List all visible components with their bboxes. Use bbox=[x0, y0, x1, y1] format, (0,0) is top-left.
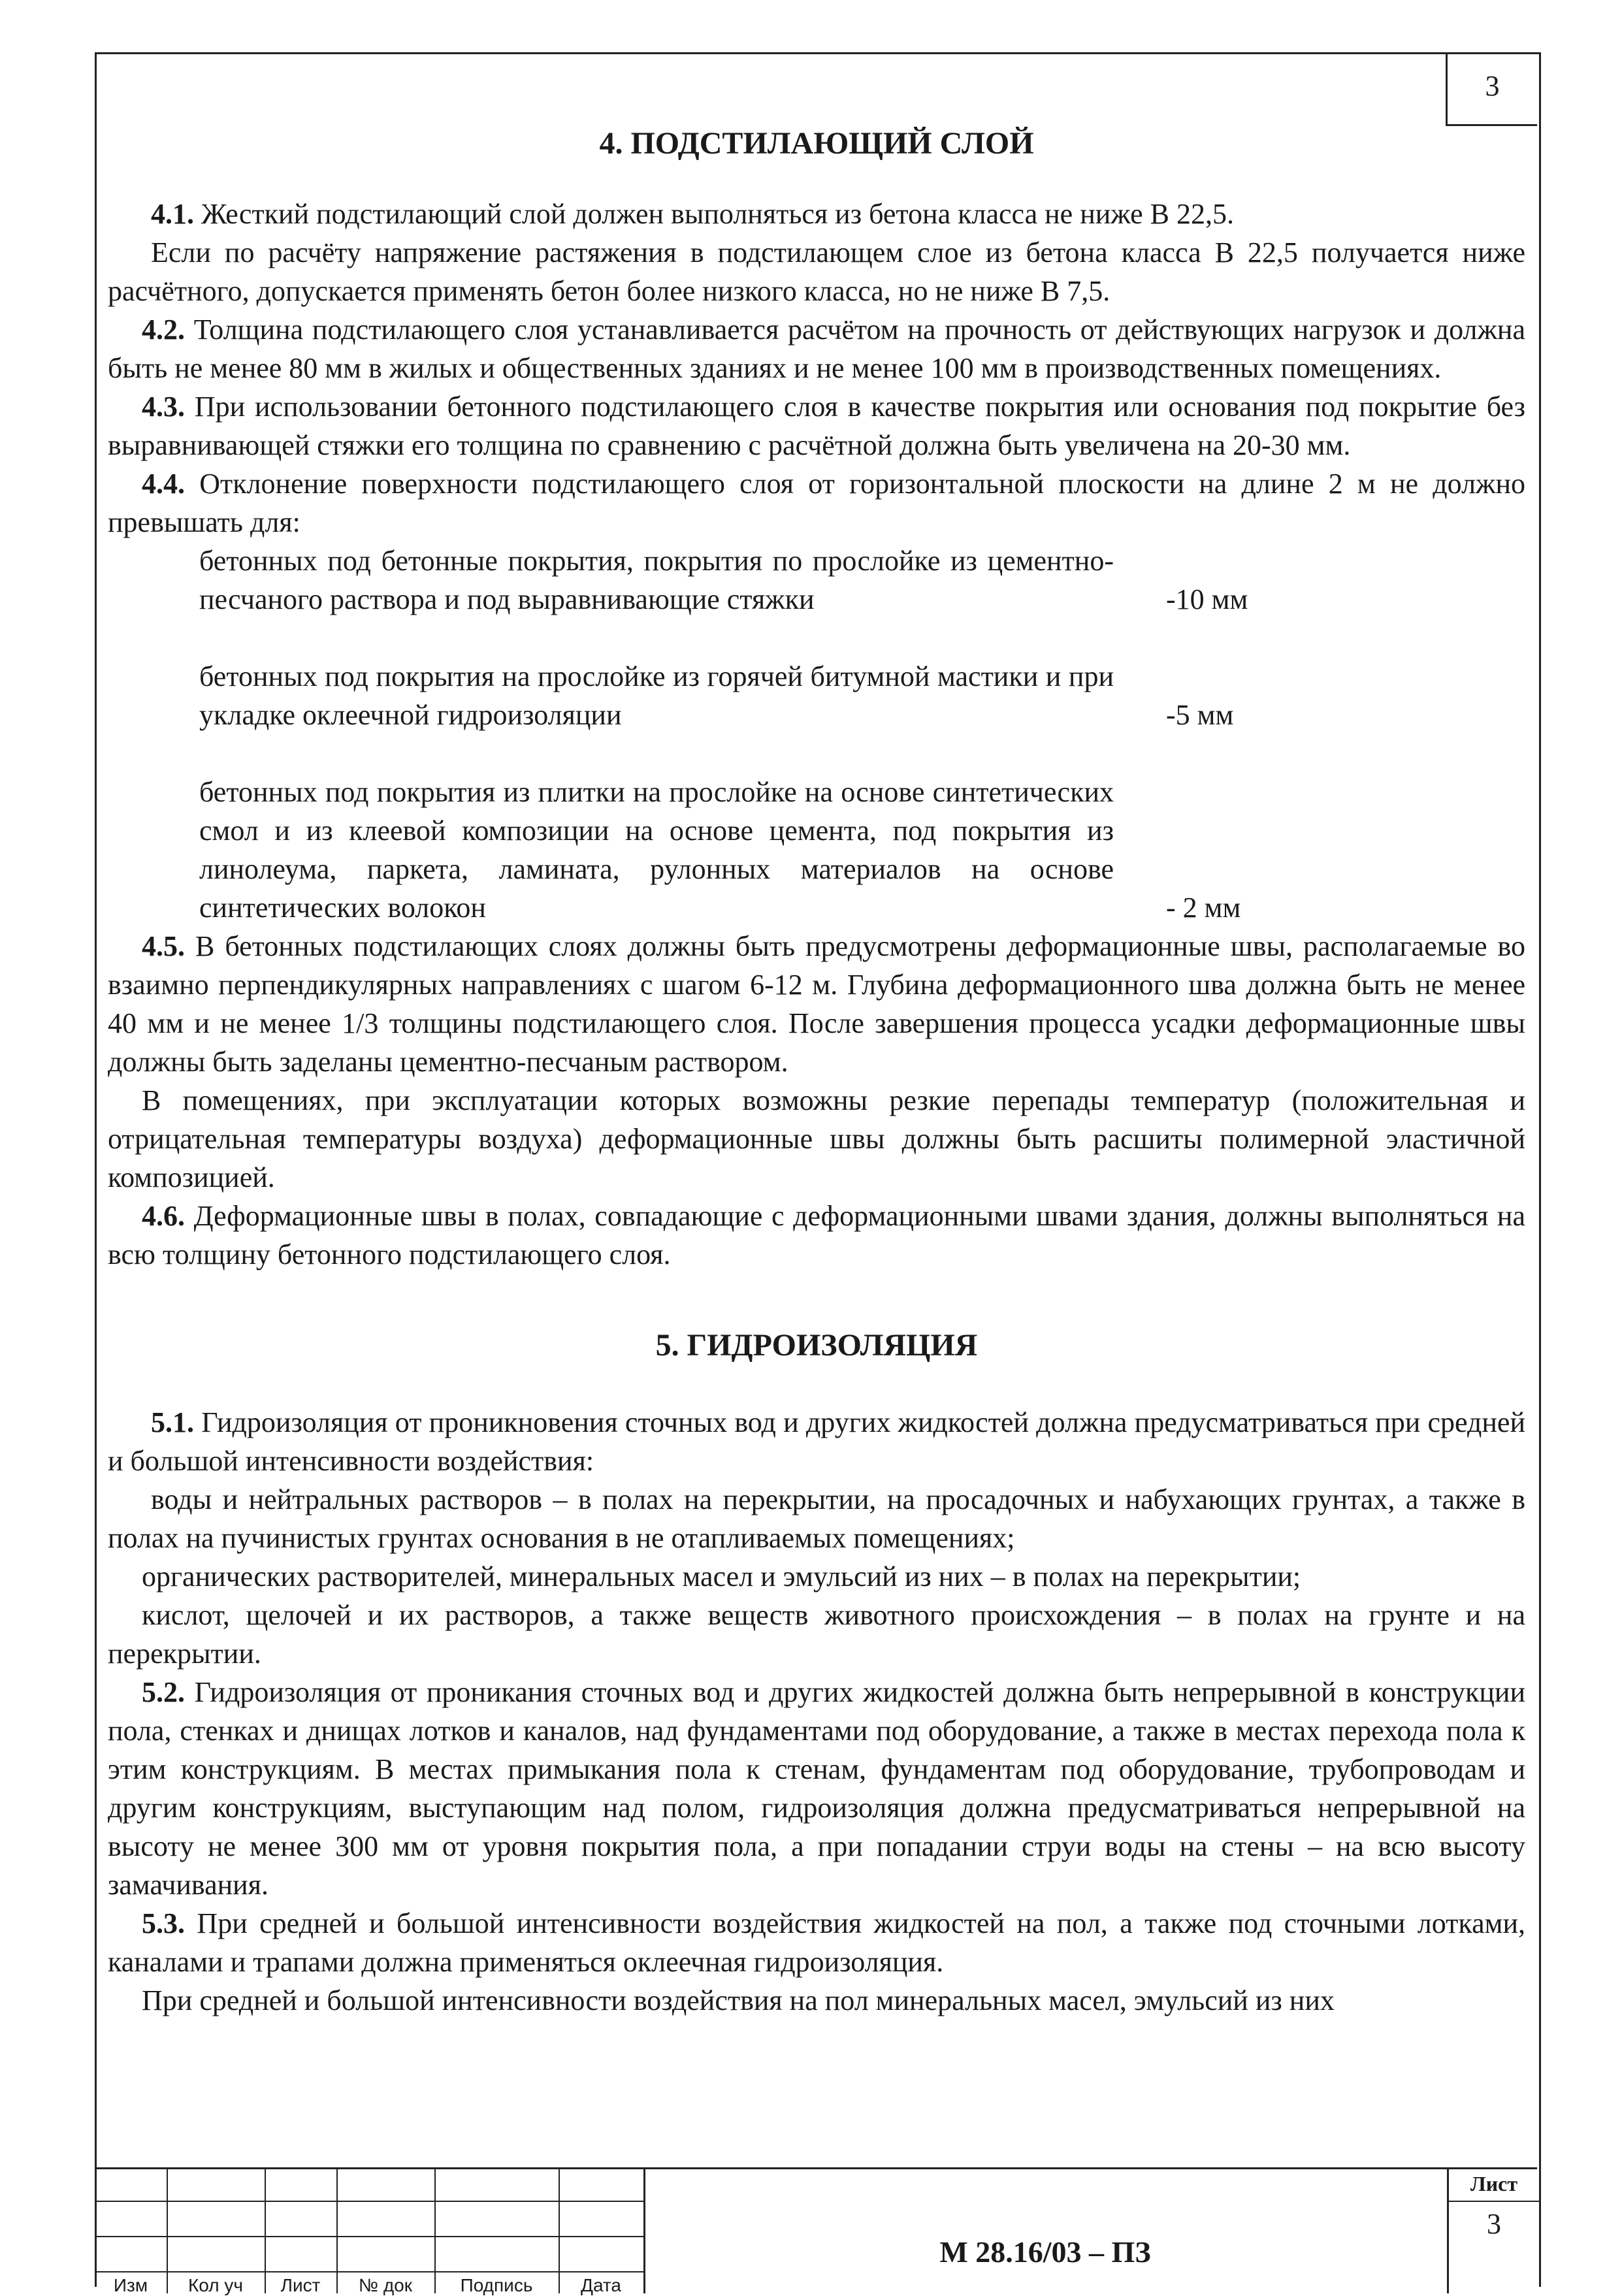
label-sheet: Лист bbox=[280, 2275, 321, 2295]
paragraph-5-3-b: При средней и большой интенсивности воздействия на пол минеральных масел, эмульсий из них bbox=[142, 1984, 1335, 2016]
tolerance-item-text: бетонных под бетонные покрытия, покрытия по прослойке из цементно-песчаного раствора и под выравнивающие стяжки bbox=[199, 545, 1114, 615]
clause-number: 4.2. bbox=[142, 314, 185, 346]
paragraph-4-5: 4.5. В бетонных подстилающих слоях должны быть предусмотрены деформационные швы, располагаемые во взаимно перпендикулярных направлениях с шагом 6-12 м. Глубина деформационного шва должна быть не менее 40 мм и не менее 1/3 толщины подстилающего слоя. После завершения процесса усадки деформационные швы должны быть заделаны цементно-песчаным раствором. bbox=[108, 930, 1525, 1078]
paragraph-4-2: 4.2. Толщина подстилающего слоя устанавливается расчётом на прочность от действующих нагрузок и должна быть не менее 80 мм в жилых и общественных зданиях и не менее 100 мм в производственных помещениях. bbox=[108, 314, 1525, 384]
label-qty: Кол уч bbox=[188, 2275, 243, 2295]
tolerance-item-text: бетонных под покрытия на прослойке из горячей битумной мастики и при укладке оклеечной гидроизоляции bbox=[199, 660, 1114, 731]
tolerance-item bbox=[199, 657, 1234, 734]
clause-number: 5.2. bbox=[142, 1676, 185, 1708]
page-number-box bbox=[1446, 52, 1537, 126]
section-5-title: 5. ГИДРОИЗОЛЯЦИЯ bbox=[655, 1328, 978, 1363]
label-change: Изм bbox=[113, 2275, 148, 2295]
clause-number: 5.3. bbox=[142, 1907, 185, 1939]
paragraph-4-1: 4.1. Жесткий подстилающий слой должен выполняться из бетона класса не ниже В 22,5. bbox=[151, 198, 1234, 230]
paragraph-4-1-b: Если по расчёту напряжение растяжения в подстилающем слое из бетона класса В 22,5 получается ниже расчётного, допускается применять бетон более низкого класса, но не ниже В 7,5. bbox=[108, 236, 1525, 307]
paragraph-5-2: 5.2. Гидроизоляция от проникания сточных вод и других жидкостей должна быть непрерывной в конструкции пола, стенках и днищах лотков и каналов, над фундаментами под оборудование, а также в местах перехода пола к этим конструкциям. В местах примыкания пола к стенам, фундаментам под оборудование, трубопроводам и другим конструкциям, выступающим над полом, гидроизоляция должна предусматриваться непрерывной на высоту не менее 300 мм от уровня покрытия пола, а при попадании струи воды на стены – на всю высоту замачивания. bbox=[108, 1676, 1525, 1901]
document-code: М 28.16/03 – ПЗ bbox=[939, 2235, 1151, 2269]
page-number: 3 bbox=[1485, 70, 1500, 102]
tolerance-item bbox=[199, 773, 1241, 927]
clause-number: 4.1. bbox=[151, 198, 194, 230]
clause-number: 4.4. bbox=[142, 468, 185, 500]
sheet-label: Лист bbox=[1470, 2172, 1518, 2195]
label-doc-number: № док bbox=[359, 2275, 412, 2295]
paragraph-4-6: 4.6. Деформационные швы в полах, совпадающие с деформационными швами здания, должны выполняться на всю толщину бетонного подстилающего слоя. bbox=[108, 1200, 1525, 1270]
paragraph-5-1-c: кислот, щелочей и их растворов, а также веществ животного происхождения – в полах на грунте и на перекрытии. bbox=[108, 1599, 1525, 1670]
paragraph-5-1-a: воды и нейтральных растворов – в полах на перекрытии, на просадочных и набухающих грунтах, а также в полах на пучинистых грунтах основания в не отапливаемых помещениях; bbox=[108, 1483, 1525, 1554]
paragraph-4-3: 4.3. При использовании бетонного подстилающего слоя в качестве покрытия или основания под покрытие без выравнивающей стяжки его толщина по сравнению с расчётной должна быть увеличена на 20-30 мм. bbox=[108, 391, 1525, 461]
paragraph-5-3: 5.3. При средней и большой интенсивности воздействия жидкостей на пол, а также под сточными лотками, каналами и трапами должна применяться оклеечная гидроизоляция. bbox=[108, 1907, 1525, 1978]
label-date: Дата bbox=[580, 2275, 621, 2295]
clause-number: 4.6. bbox=[142, 1200, 185, 1232]
clause-number: 4.5. bbox=[142, 930, 185, 962]
sheet-box bbox=[1447, 2169, 1539, 2293]
label-signature: Подпись bbox=[460, 2275, 533, 2295]
tolerance-item bbox=[199, 542, 1248, 619]
tolerance-item-value: -5 мм bbox=[1166, 699, 1234, 731]
sheet-number: 3 bbox=[1487, 2208, 1501, 2240]
tolerance-item-value: - 2 мм bbox=[1166, 892, 1241, 924]
section-4-title: 4. ПОДСТИЛАЮЩИЙ СЛОЙ bbox=[599, 126, 1034, 161]
paragraph-4-5-b: В помещениях, при эксплуатации которых возможны резкие перепады температур (положительная и отрицательная температуры воздуха) деформационные швы должны быть расшиты полимерной эластичной композицией. bbox=[108, 1084, 1525, 1193]
paragraph-5-1-b: органических растворителей, минеральных масел и эмульсий из них – в полах на перекрытии; bbox=[142, 1560, 1301, 1593]
clause-number: 5.1. bbox=[151, 1406, 194, 1438]
title-block bbox=[95, 2167, 1537, 2293]
tolerance-item-text: бетонных под покрытия из плитки на прослойке на основе синтетических смол и из клеевой композиции на основе цемента, под покрытия из линолеума, паркета, ламината, рулонных материалов на основе синтетических волокон bbox=[199, 776, 1114, 924]
clause-number: 4.3. bbox=[142, 391, 185, 423]
document-body bbox=[108, 124, 1525, 2020]
tolerance-item-value: -10 мм bbox=[1166, 583, 1248, 615]
revision-grid bbox=[95, 2169, 645, 2293]
paragraph-4-4: 4.4. Отклонение поверхности подстилающего слоя от горизонтальной плоскости на длине 2 м не должно превышать для: bbox=[108, 468, 1525, 538]
paragraph-5-1: 5.1. Гидроизоляция от проникновения сточных вод и других жидкостей должна предусматриваться при средней и большой интенсивности воздействия: bbox=[108, 1406, 1525, 1477]
